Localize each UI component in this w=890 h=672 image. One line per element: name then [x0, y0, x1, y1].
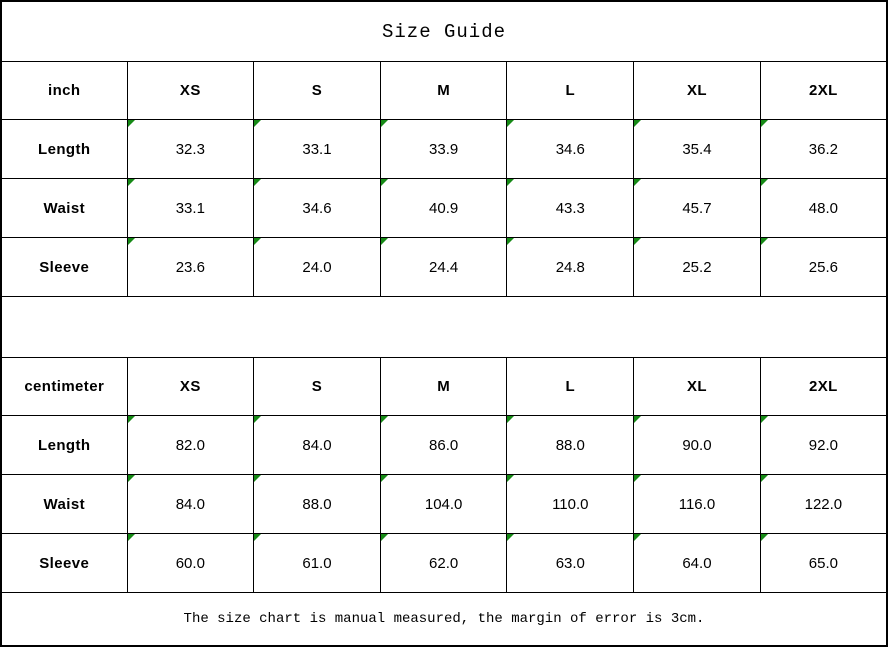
- text-format-flag-icon: [381, 238, 388, 245]
- value-cell: [634, 534, 761, 593]
- size-header-cell: [380, 358, 507, 416]
- measurement-row: [1, 416, 887, 475]
- value-cell: [634, 120, 761, 179]
- row-label-cell-text: Sleeve: [39, 554, 90, 572]
- value-cell: [254, 534, 381, 593]
- unit-header-cell-text: inch: [48, 82, 81, 99]
- spacer-row: [1, 297, 887, 358]
- size-header-cell: [507, 62, 634, 120]
- title-row: [1, 1, 887, 62]
- value-cell: [760, 120, 887, 179]
- value-cell: [380, 475, 507, 534]
- value-cell: [507, 534, 634, 593]
- value-cell: [127, 416, 254, 475]
- row-label-cell: [1, 416, 127, 475]
- value-cell-text: 84.0: [175, 495, 205, 513]
- row-label-cell: [1, 179, 127, 238]
- size-header-cell: [634, 62, 761, 120]
- value-cell-text: 60.0: [175, 554, 205, 572]
- value-cell-text: 62.0: [429, 554, 459, 572]
- value-cell: [507, 120, 634, 179]
- value-cell-text: 45.7: [682, 199, 712, 217]
- size-header-cell-text: M: [437, 82, 451, 99]
- value-cell-text: 104.0: [424, 495, 463, 513]
- size-header-cell: [254, 62, 381, 120]
- size-header-cell: [634, 358, 761, 416]
- value-cell-text: 122.0: [804, 495, 843, 513]
- row-label-cell: [1, 238, 127, 297]
- value-cell-text: 32.3: [175, 140, 205, 158]
- value-cell: [634, 238, 761, 297]
- row-label-cell: [1, 120, 127, 179]
- value-cell-text: 88.0: [555, 436, 585, 454]
- size-header-cell-text: S: [311, 82, 323, 99]
- value-cell: [760, 179, 887, 238]
- size-header-cell-text: XL: [686, 82, 707, 99]
- value-cell: [380, 416, 507, 475]
- row-label-cell-text: Waist: [43, 495, 85, 513]
- value-cell: [127, 238, 254, 297]
- text-format-flag-icon: [634, 534, 641, 541]
- text-format-flag-icon: [507, 475, 514, 482]
- text-format-flag-icon: [128, 120, 135, 127]
- text-format-flag-icon: [128, 179, 135, 186]
- text-format-flag-icon: [634, 120, 641, 127]
- value-cell: [507, 238, 634, 297]
- footer-section: [1, 593, 887, 647]
- value-cell-text: 84.0: [302, 436, 332, 454]
- size-header-cell: [507, 358, 634, 416]
- text-format-flag-icon: [254, 120, 261, 127]
- value-cell-text: 48.0: [808, 199, 838, 217]
- value-cell: [254, 475, 381, 534]
- measurement-row: [1, 238, 887, 297]
- value-cell-text: 33.1: [175, 199, 205, 217]
- text-format-flag-icon: [634, 179, 641, 186]
- value-cell: [254, 238, 381, 297]
- value-cell: [507, 179, 634, 238]
- text-format-flag-icon: [128, 534, 135, 541]
- row-label-cell: [1, 534, 127, 593]
- text-format-flag-icon: [761, 534, 768, 541]
- value-cell: [127, 534, 254, 593]
- value-cell-text: 88.0: [302, 495, 332, 513]
- text-format-flag-icon: [761, 238, 768, 245]
- text-format-flag-icon: [761, 475, 768, 482]
- value-cell: [380, 534, 507, 593]
- value-cell: [380, 179, 507, 238]
- value-cell: [634, 179, 761, 238]
- centimeter-table-section: [1, 358, 887, 593]
- value-cell: [380, 120, 507, 179]
- text-format-flag-icon: [761, 179, 768, 186]
- value-cell: [760, 238, 887, 297]
- row-label-cell: [1, 475, 127, 534]
- value-cell-text: 35.4: [682, 140, 712, 158]
- page-title: Size Guide: [1, 1, 887, 62]
- row-label-cell-text: Length: [38, 140, 91, 158]
- size-header-row: [1, 62, 887, 120]
- text-format-flag-icon: [381, 179, 388, 186]
- measurement-row: [1, 120, 887, 179]
- text-format-flag-icon: [254, 416, 261, 423]
- text-format-flag-icon: [254, 534, 261, 541]
- size-header-cell-text: XS: [179, 378, 201, 395]
- inch-table-section: [1, 62, 887, 297]
- size-header-cell: [380, 62, 507, 120]
- row-label-cell-text: Sleeve: [39, 258, 90, 276]
- size-header-cell-text: L: [565, 378, 576, 395]
- size-header-cell: [254, 358, 381, 416]
- measurement-row: [1, 534, 887, 593]
- unit-header-cell: [1, 358, 127, 416]
- measurement-row: [1, 475, 887, 534]
- text-format-flag-icon: [761, 416, 768, 423]
- value-cell-text: 43.3: [555, 199, 585, 217]
- value-cell: [634, 416, 761, 475]
- size-header-cell-text: 2XL: [809, 82, 838, 99]
- value-cell: [380, 238, 507, 297]
- value-cell-text: 63.0: [555, 554, 585, 572]
- value-cell-text: 110.0: [552, 495, 589, 513]
- size-header-cell-text: XL: [686, 378, 707, 395]
- value-cell-text: 92.0: [808, 436, 838, 454]
- value-cell: [127, 120, 254, 179]
- value-cell-text: 61.0: [302, 554, 332, 572]
- value-cell: [634, 475, 761, 534]
- text-format-flag-icon: [254, 238, 261, 245]
- value-cell-text: 64.0: [682, 554, 712, 572]
- text-format-flag-icon: [381, 120, 388, 127]
- value-cell-text: 24.0: [302, 258, 332, 276]
- spacer-section: [1, 297, 887, 358]
- size-header-cell: [760, 62, 887, 120]
- spacer-cell: [1, 297, 887, 358]
- value-cell: [127, 179, 254, 238]
- value-cell-text: 82.0: [175, 436, 205, 454]
- text-format-flag-icon: [507, 238, 514, 245]
- size-header-cell: [127, 62, 254, 120]
- value-cell-text: 33.1: [302, 140, 332, 158]
- text-format-flag-icon: [507, 416, 514, 423]
- value-cell-text: 23.6: [175, 258, 205, 276]
- value-cell: [760, 416, 887, 475]
- text-format-flag-icon: [507, 534, 514, 541]
- text-format-flag-icon: [507, 120, 514, 127]
- value-cell-text: 34.6: [302, 199, 332, 217]
- value-cell-text: 25.6: [808, 258, 838, 276]
- value-cell-text: 65.0: [808, 554, 838, 572]
- value-cell-text: 34.6: [555, 140, 585, 158]
- footer-row: [1, 593, 887, 647]
- value-cell: [254, 120, 381, 179]
- size-header-cell-text: L: [565, 82, 576, 99]
- size-header-row: [1, 358, 887, 416]
- value-cell: [254, 416, 381, 475]
- row-label-cell-text: Length: [38, 436, 91, 454]
- value-cell-text: 24.8: [555, 258, 585, 276]
- text-format-flag-icon: [381, 416, 388, 423]
- value-cell-text: 116.0: [678, 495, 716, 513]
- value-cell: [760, 534, 887, 593]
- text-format-flag-icon: [128, 475, 135, 482]
- text-format-flag-icon: [254, 475, 261, 482]
- value-cell: [127, 475, 254, 534]
- value-cell: [760, 475, 887, 534]
- value-cell-text: 86.0: [429, 436, 459, 454]
- text-format-flag-icon: [634, 475, 641, 482]
- size-header-cell: [760, 358, 887, 416]
- text-format-flag-icon: [634, 238, 641, 245]
- value-cell-text: 25.2: [682, 258, 712, 276]
- measurement-row: [1, 179, 887, 238]
- value-cell-text: 24.4: [429, 258, 459, 276]
- unit-header-cell: [1, 62, 127, 120]
- text-format-flag-icon: [381, 475, 388, 482]
- text-format-flag-icon: [381, 534, 388, 541]
- value-cell-text: 90.0: [682, 436, 712, 454]
- row-label-cell-text: Waist: [43, 199, 85, 217]
- value-cell-text: 36.2: [808, 140, 838, 158]
- value-cell: [507, 475, 634, 534]
- size-header-cell-text: XS: [179, 82, 201, 99]
- size-header-cell: [127, 358, 254, 416]
- title-section: [1, 1, 887, 62]
- value-cell-text: 40.9: [429, 199, 459, 217]
- value-cell-text: 33.9: [429, 140, 459, 158]
- unit-header-cell-text: centimeter: [24, 378, 105, 395]
- size-header-cell-text: M: [437, 378, 451, 395]
- size-header-cell-text: 2XL: [809, 378, 838, 395]
- footer-note: The size chart is manual measured, the margin of error is 3cm.: [1, 593, 887, 647]
- text-format-flag-icon: [254, 179, 261, 186]
- text-format-flag-icon: [128, 238, 135, 245]
- value-cell: [254, 179, 381, 238]
- text-format-flag-icon: [761, 120, 768, 127]
- text-format-flag-icon: [507, 179, 514, 186]
- text-format-flag-icon: [634, 416, 641, 423]
- size-header-cell-text: S: [311, 378, 323, 395]
- text-format-flag-icon: [128, 416, 135, 423]
- value-cell: [507, 416, 634, 475]
